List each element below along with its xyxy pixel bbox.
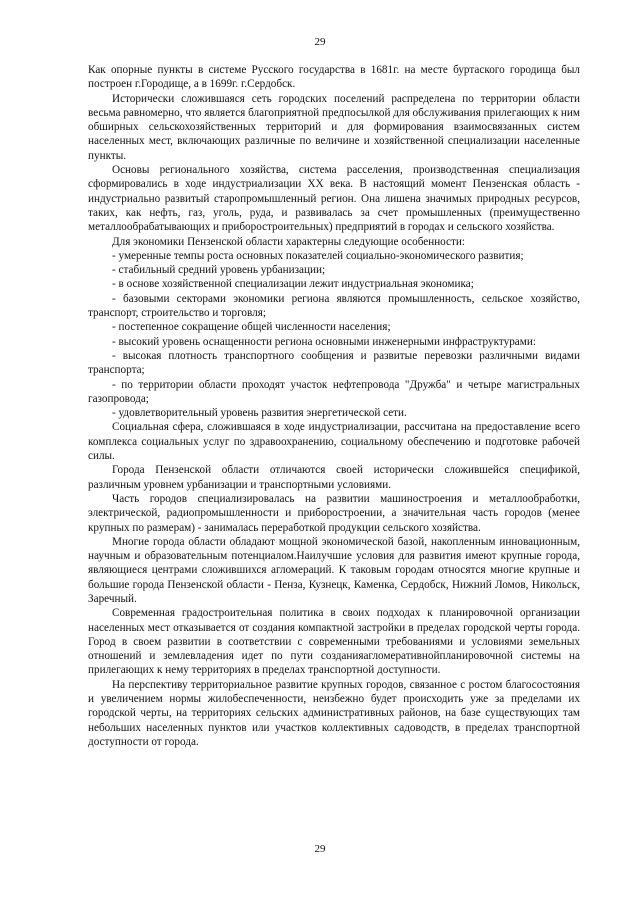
page-number-bottom: 29	[314, 843, 326, 855]
list-item: - высокая плотность транспортного сообщения и развитые перевозки различными видами транспорта;	[88, 349, 580, 377]
list-item: - умеренные темпы роста основных показателей социально-экономического развития;	[112, 249, 524, 262]
paragraph: Основы регионального хозяйства, система расселения, производственная специализация сформировались в ходе индустриализации XX века. В настоящий момент Пензенская область - индустриально развитый старопромышленный регион. Она лишена значимых природных ресурсов, таких, как нефть, газ, уголь, руда, и развивалась за счет промышленных (преимущественно металлообрабатывающих и приборостроительных) предприятий в городах и сельского хозяйства.	[88, 164, 580, 234]
paragraph: Многие города области обладают мощной экономической базой, накопленным инновационным, научным и образовательным потенциалом.Наилучшие условия для развития имеют крупные города, являющиеся центрами сложившихся агломераций. К таковым городам относятся многие крупные и большие города Пензенской области - Пенза, Кузнецк, Каменка, Сердобск, Нижний Ломов, Никольск, Заречный.	[88, 535, 580, 605]
list-item: - по территории области проходят участок нефтепровода "Дружба" и четыре магистральных газопровода;	[88, 378, 580, 405]
list-item: - базовыми секторами экономики региона являются промышленность, сельское хозяйство, транспорт, строительство и торговля;	[88, 292, 580, 320]
list-item: - стабильный средний уровень урбанизации;	[112, 264, 326, 277]
paragraph: Современная градостроительная политика в своих подходах к планировочной организации населенных мест отказывается от создания компактной застройки в пределах городской черты города. Город в своем развитии в соответствии с современными требованиями и условиями земельных отношений и землевладения идет по пути созданияагломеративнойпланировочной системы на прилегающих к нему территориях в пределах транспортной доступности.	[88, 607, 580, 677]
list-item: - высокий уровень оснащенности региона основными инженерными инфраструктурами:	[112, 335, 536, 348]
paragraph: На перспективу территориальное развитие крупных городов, связанное с ростом благосостояния и увеличением нормы жилобеспеченности, неизбежно будет происходить уже за пределами их городской черты, на территориях сельских административных районов, на базе существующих там небольших населенных пунктов или участков коллективных садоводств, в пределах транспортной доступности от города.	[88, 678, 580, 748]
paragraph: Города Пензенской области отличаются своей исторически сложившейся спецификой, различным уровнем урбанизации и транспортными условиями.	[88, 464, 580, 491]
paragraph: Для экономики Пензенской области характерны следующие особенности:	[112, 235, 465, 248]
page-number-top: 29	[314, 36, 326, 48]
paragraph: Исторически сложившаяся сеть городских поселений распределена по территории области весьма равномерно, что является благоприятной предпосылкой для обслуживания прилегающих к ним обширных сельскохозяйственных территорий и для формирования взаимосвязанных систем населенных мест, включающих различные по величине и хозяйственной специализации населенные пункты.	[88, 92, 580, 162]
list-item: - в основе хозяйственной специализации лежит индустриальная экономика;	[112, 278, 474, 291]
paragraph: Социальная сфера, сложившаяся в ходе индустриализации, рассчитана на предоставление всего комплекса социальных услуг по здравоохранению, социальному обеспечению и подготовке рабочей силы.	[88, 421, 580, 463]
list-item: - постепенное сокращение общей численности населения;	[112, 321, 391, 334]
paragraph: Как опорные пункты в системе Русского государства в 1681г. на месте буртаского городища был построен г.Городище, а в 1699г. г.Сердобск.	[88, 64, 580, 91]
list-item: - удовлетворительный уровень развития энергетической сети.	[112, 407, 407, 420]
page-body	[88, 63, 580, 749]
paragraph: Часть городов специализировалась на развитии машиностроения и металлообработки, электрической, радиопромышленности и приборостроении, а значительная часть городов (менее крупных по размерам) - занималась переработкой продукции сельского хозяйства.	[88, 492, 580, 534]
